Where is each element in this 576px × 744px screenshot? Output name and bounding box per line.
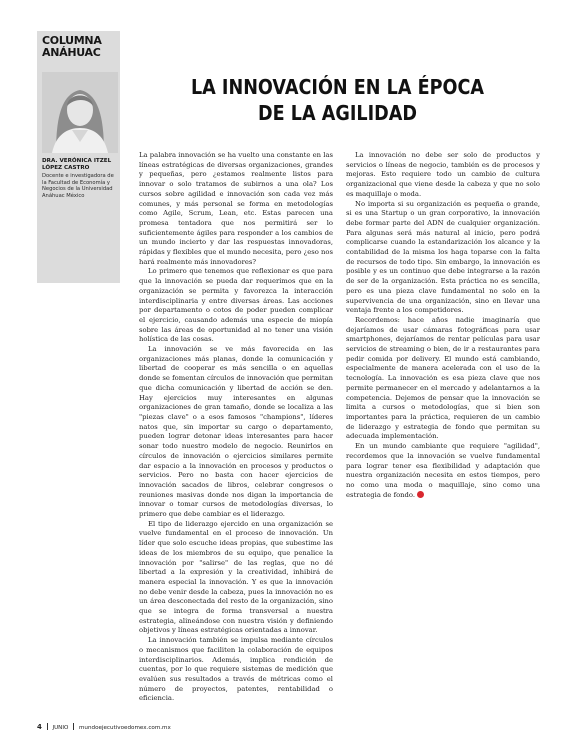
footer-divider bbox=[73, 723, 74, 730]
page-footer bbox=[37, 723, 171, 731]
column-sidebar bbox=[37, 31, 120, 283]
article-paragraph-9 bbox=[346, 442, 540, 500]
column-title-line1: COLUMNA bbox=[42, 34, 102, 47]
footer-month: JUNIO bbox=[52, 725, 69, 731]
article-paragraph-2: Lo primero que tenemos que reflexionar es que para que la innovación se pueda dar requerimos que en la organización se permita y favorezca la interacción interdisciplinaria y entre diversas áreas. Las acciones por departamento o cotos de poder pueden complicar el ejercicio, causando además una especie de miopía sobre las áreas de oportunidad al no tener una visión holística de las cosas. bbox=[139, 267, 333, 344]
article-paragraph-6: La innovación no debe ser solo de productos y servicios o líneas de negocio, también es de procesos y mejoras. Esto requiere todo un cambio de cultura organizacional que viene desde la cabeza y que no solo es maquillaje o moda. bbox=[346, 151, 540, 198]
article-headline-line1: LA INNOVACIÓN EN LA ÉPOCA bbox=[190, 75, 485, 99]
author-name-line2: LÓPEZ CASTRO bbox=[42, 165, 90, 171]
author-name bbox=[42, 158, 120, 172]
footer-site: mundoejecutivoedomex.com.mx bbox=[78, 725, 171, 731]
author-name-line1: DRA. VERÓNICA ITZEL bbox=[42, 158, 112, 164]
article-paragraph-5: La innovación también se impulsa mediante círculos o mecanismos que faciliten la colaboración de equipos interdisciplinarios. Además, implica rendición de cuentas, por lo que requiere sistemas de medición que evalúen sus resultados a través de métricas como el número de proyectos, patentes, rentabilidad o eficiencia. bbox=[139, 636, 333, 703]
article-paragraph-7: No importa si su organización es pequeña o grande, si es una Startup o un gran corporativo, la innovación debe formar parte del ADN de cualquier organización. Para algunas será más natural al inicio, pero podrá complicarse cuando la estandarización los alcance y la contabilidad de la misma los haga toparse con la falta de recursos de todo tipo. Sin embargo, la innovación es posible y es un continuo que debe integrarse a la razón de ser de la organización. Esta práctica no es sencilla, pero es una pieza clave fundamental no solo en la supervivencia de una organización, sino en llevar una ventaja frente a los competidores. bbox=[346, 199, 540, 315]
column-title-line2: ANÁHUAC bbox=[42, 46, 101, 59]
article-headline-line2: DE LA AGILIDAD bbox=[258, 101, 417, 125]
article-paragraph-9-text: En un mundo cambiante que requiere "agilidad", recordemos que la innovación se vuelve fundamental para lograr tener esa flexibilidad y adaptación que nuestra organización necesita en estos tiempos, pero no como una moda o maquillaje, sino como una estrategia de fondo. bbox=[346, 442, 540, 499]
article-body bbox=[139, 151, 540, 713]
article-headline bbox=[164, 74, 512, 126]
author-photo bbox=[42, 72, 118, 153]
author-portrait-icon bbox=[42, 72, 118, 153]
end-mark-icon bbox=[417, 491, 424, 498]
article-paragraph-8: Recordemos: hace años nadie imaginaría que dejaríamos de usar cámaras fotográficas para usar smartphones, dejaríamos de rentar películas para usar servicios de streaming o bien, de ir a restaurantes para pedir comida por delivery. El mundo está cambiando, especialmente de manera acelerada con el uso de la tecnología. La innovación es esa pieza clave que nos permite permanecer en el mercado y adelantarnos a la competencia. Dejemos de pensar que la innovación se limita a cursos o metodologías, que si bien son importantes para la práctica, requieren de un cambio de liderazgo y estrategia de fondo que permitan su adecuada implementación. bbox=[346, 315, 540, 441]
article-paragraph-3: La innovación se ve más favorecida en las organizaciones más planas, donde la comunicación y libertad de cooperar es más sencilla o en aquellas donde se fomentan círculos de innovación que permitan que dicha comunicación y libertad de acción se den. Hay ejercicios muy interesantes en algunas organizaciones de gran tamaño, donde se localiza a las "piezas clave" o a esos famosos "champions", líderes natos que, sin importar su cargo o departamento, pueden lograr detonar ideas interesantes para hacer sonar todo nuestro modelo de negocio. Reunirlos en círculos de innovación o ejercicios similares permite dar espacio a la innovación en procesos y productos o servicios. Pero no basta con hacer ejercicios de innovación sacados de libros, celebrar congresos o reuniones masivas donde nos digan la importancia de innovar o tomar cursos de metodologías diversas, lo primero que debe cambiar es el liderazgo. bbox=[139, 345, 333, 519]
column-title bbox=[42, 35, 122, 59]
author-role: Docente e investigadora de la Facultad de Economía y Negocios de la Universidad Anáhuac México bbox=[42, 173, 114, 199]
footer-divider bbox=[47, 723, 48, 730]
article-paragraph-1: La palabra innovación se ha vuelto una constante en las líneas estratégicas de diversas organizaciones, grandes y pequeñas, pero ¿estamos realmente listos para innovar o solo tratamos de subirnos a una ola? Los cursos sobre agilidad e innovación son cada vez más comunes, y más personal se forma en metodologías como Agile, Scrum, Lean, etc. Estas parecen una promesa tentadora que nos permitirá ser lo suficientemente ágiles para responder a los cambios de un mundo incierto y dar las respuestas innovadoras, rápidas y flexibles que el mundo necesita, pero ¿eso nos hará realmente más innovadores? bbox=[139, 151, 333, 266]
page-number: 4 bbox=[37, 723, 42, 731]
article-paragraph-4: El tipo de liderazgo ejercido en una organización se vuelve fundamental en el proceso de innovación. Un líder que solo escuche ideas propias, que subestime las ideas de los miembros de su equipo, que penalice la innovación por "salirse" de las reglas, que no dé libertad a la expresión y la creatividad, inhibirá de manera especial la innovación. Y es que la innovación no debe venir desde la cabeza, pues la innovación no es un área desconectada del resto de la organización, sino que se integra de forma transversal a nuestra estrategia, alineándose con nuestra visión y definiendo objetivos y líneas estratégicas orientadas a innovar. bbox=[139, 519, 333, 635]
